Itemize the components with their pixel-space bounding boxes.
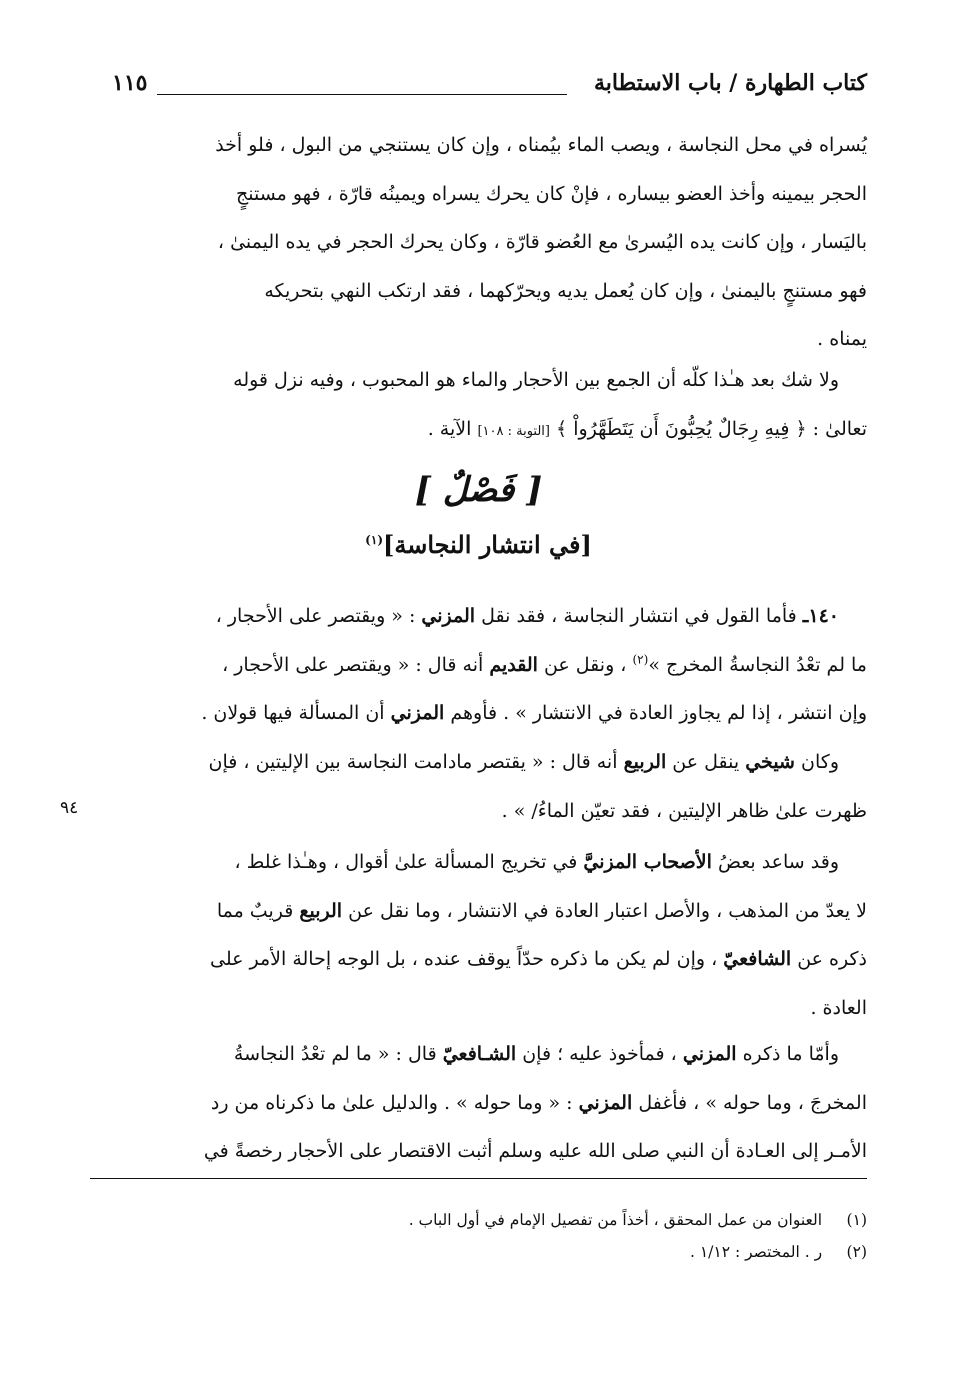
text-span: في تخريج المسألة علىٰ أقوال ، وهـٰذا غلط ،	[234, 851, 578, 873]
text-line	[90, 592, 867, 641]
text-line	[90, 1079, 867, 1128]
text-span: وإن انتشر ، إذا لم يجاوز العادة في الانتشار » . فأوهم	[450, 702, 867, 725]
scholar-name: المزني	[390, 702, 445, 725]
paragraph-4	[90, 738, 867, 835]
page-number: ١١٥	[112, 70, 148, 96]
verse-reference: [التوبة : ١٠٨]	[477, 423, 550, 439]
text-span: ينقل عن	[672, 751, 740, 773]
header-title: كتاب الطهارة / باب الاستطابة	[594, 70, 867, 96]
scholar-name: المزني	[682, 1043, 737, 1065]
text-span: وقد ساعد بعضُ	[717, 851, 839, 873]
footnote-number: (٢)	[846, 1243, 867, 1261]
footnote	[90, 1204, 867, 1236]
running-header	[112, 70, 867, 110]
text-line: العادة .	[810, 996, 867, 1019]
text-line	[90, 738, 867, 787]
quran-verse: تعالىٰ : ﴿ فِيهِ رِجَالٌ يُحِبُّونَ أَن يَتَطَهَّرُواْ ﴾	[556, 417, 867, 440]
text-span: قال : « ما لم تعْدُ النجاسةُ	[233, 1043, 437, 1065]
paragraph-number: ١٤٠ـ	[802, 605, 839, 627]
text-span: أنه قال : « ويقتصر على الأحجار ،	[222, 653, 484, 676]
text-line: ولا شك بعد هـٰذا كلّه أن الجمع بين الأحجار والماء هو المحبوب ، وفيه نزل قوله	[233, 369, 839, 391]
text-span: ما لم تعْدُ النجاسةُ المخرج »	[648, 653, 867, 676]
text-line: يمناه .	[817, 328, 867, 351]
text-line	[90, 641, 867, 690]
margin-page-ref: ٩٤	[60, 798, 79, 818]
text-span: ذكره عن	[797, 948, 867, 971]
paragraph-3	[90, 592, 867, 738]
text-line: باليَسار ، وإن كانت يده اليُسرىٰ مع العُضو قارّة ، وكان يحرك الحجر في يده اليمنىٰ ،	[217, 231, 867, 254]
text-span: المخرجَ ، وما حوله » ، فأغفل	[638, 1091, 867, 1114]
section-subtitle	[0, 530, 957, 559]
footnote-number: (١)	[846, 1211, 867, 1229]
text-span: وأمّا ما ذكره	[742, 1043, 839, 1065]
text-span: وكان	[801, 751, 839, 773]
footnote	[90, 1236, 867, 1268]
text-span: ، ونقل عن	[543, 653, 627, 676]
scholar-name: المزني	[421, 605, 476, 627]
text-line: يُسراه في محل النجاسة ، ويصب الماء بيُمناه ، وإن كان يستنجي من البول ، فلو أخذ	[215, 134, 867, 156]
text-span: أن المسألة فيها قولان .	[201, 702, 385, 725]
scholar-name: المزني	[578, 1091, 633, 1114]
text-line	[90, 1030, 867, 1079]
text-line	[90, 405, 867, 457]
footnote-rule	[90, 1178, 867, 1179]
text-span: : « وما حوله » . والدليل علىٰ ما ذكرناه من رد	[210, 1091, 573, 1114]
section-heading: [ فَصْلٌ ]	[414, 470, 543, 510]
text-line: فهو مستنجٍ باليمنىٰ ، وإن كان يُعمل يديه ويحرّكهما ، فقد ارتكب النهي بتحريكه	[264, 279, 867, 302]
scholar-name: الأصحاب المزنيَّ	[583, 851, 712, 873]
scholar-name: الربيع	[623, 751, 667, 773]
text-span: : « ويقتصر على الأحجار ،	[215, 605, 416, 627]
text-span: فأما القول في انتشار النجاسة ، فقد نقل	[481, 605, 797, 627]
footnote-text: العنوان من عمل المحقق ، أخذاً من تفصيل الإمام في أول الباب .	[408, 1211, 823, 1229]
text-span: أنه قال : « يقتصر مادامت النجاسة بين الإليتين ، فإن	[208, 751, 618, 773]
scholar-name: الشافعيّ	[723, 948, 792, 971]
footnote-marker: (١)	[365, 533, 383, 547]
text-span: ، وإن لم يكن ما ذكره حدّاً يوقف عنده ، بل الوجه إحالة الأمر على	[210, 948, 718, 971]
text-line: ظهرت علىٰ ظاهر الإليتين ، فقد تعيّن الماءُ/ » .	[501, 799, 867, 822]
paragraph-2	[90, 356, 867, 456]
scholar-name: القديم	[489, 653, 538, 676]
text-line: الأمـر إلى العـادة أن النبي صلى الله عليه وسلم أثبت الاقتصار على الأحجار رخصةً في	[203, 1140, 867, 1163]
text-line	[90, 838, 867, 887]
paragraph-6	[90, 1030, 867, 1176]
text-line: الحجر بيمينه وأخذ العضو بيساره ، فإنْ كان يحرك يسراه ويمينُه قارّة ، فهو مستنجٍ	[235, 182, 867, 205]
paragraph-5	[90, 838, 867, 1032]
text-line	[90, 887, 867, 936]
footnotes	[90, 1204, 867, 1268]
text-span: ، فمأخوذ عليه ؛ فإن	[522, 1043, 677, 1065]
text-line	[90, 689, 867, 738]
text-span: الآية .	[427, 417, 472, 440]
footnote-text: ر . المختصر : ١/١٢ .	[689, 1243, 823, 1261]
text-line	[90, 935, 867, 984]
scholar-name: الشـافعيّ	[442, 1043, 517, 1065]
text-span: لا يعدّ من المذهب ، والأصل اعتبار العادة في الانتشار ، وما نقل عن	[348, 899, 867, 922]
scholar-name: شيخي	[745, 751, 795, 773]
scholar-name: الربيع	[299, 899, 343, 922]
header-rule	[157, 94, 567, 95]
subtitle-text: [في انتشار النجاسة]	[383, 530, 592, 559]
text-span: قريبٌ مما	[216, 899, 294, 922]
paragraph-1	[90, 121, 867, 364]
footnote-marker: (٢)	[632, 652, 649, 667]
